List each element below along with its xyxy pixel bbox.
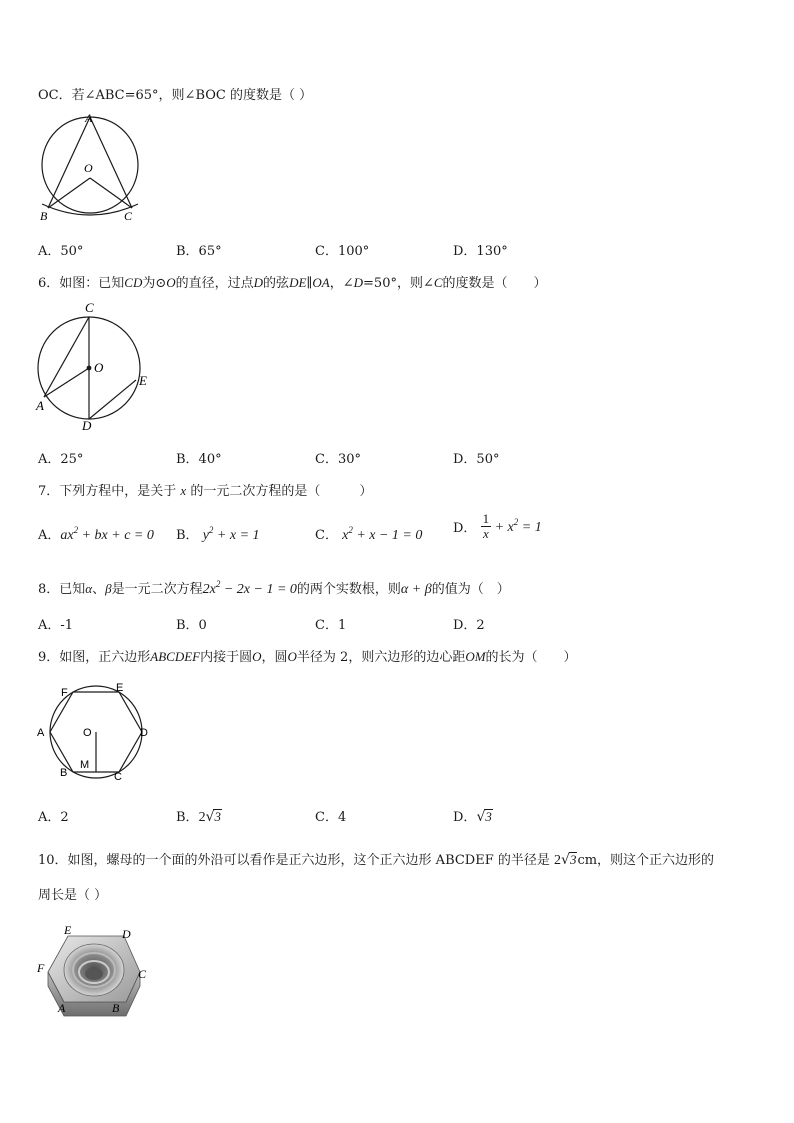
q10-stem-line2: 周长是（ ）	[38, 888, 108, 903]
q8-option-c[interactable]: C．1	[315, 618, 347, 633]
q5-option-d[interactable]: D．130°	[453, 244, 508, 259]
q8-option-d[interactable]: D．2	[453, 618, 485, 633]
q5-figure	[34, 108, 146, 228]
q7-option-c[interactable]: C． $x^2 + x - 1 = 0$	[315, 525, 423, 543]
label-C: C	[114, 771, 122, 783]
label-D: D	[122, 927, 131, 941]
q9-option-b[interactable]: B．2√3	[176, 809, 221, 825]
q6-option-b[interactable]: B．40°	[176, 452, 222, 467]
q5-stem: OC．若∠ABC=65°，则∠BOC 的度数是（ ）	[38, 88, 313, 103]
q7-option-d[interactable]: D． $\frac{1}{x}$ + $x^2 = 1$	[453, 511, 542, 541]
label-C: C	[85, 300, 94, 315]
q7-stem: 7．下列方程中，是关于 x 的一元二次方程的是（ ）	[38, 483, 373, 499]
label-F: F	[37, 961, 45, 975]
label-C: C	[138, 967, 147, 981]
q6-stem: 6．如图：已知CD为⊙O的直径，过点D的弦DE∥OA，∠D=50°，则∠C的度数是（ ）	[38, 275, 547, 291]
label-A: A	[58, 1001, 66, 1015]
q8-option-a[interactable]: A．-1	[38, 618, 74, 633]
q9-stem: 9．如图，正六边形ABCDEF内接于圆O，圆O半径为 2，则六边形的边心距OM的长为（ ）	[38, 649, 577, 665]
label-D: D	[82, 418, 92, 433]
label-O: O	[83, 727, 92, 739]
q7-option-b[interactable]: B． $y^2 + x = 1$	[176, 525, 260, 543]
label-B: B	[112, 1001, 120, 1015]
label-A: A	[36, 398, 44, 413]
q6-option-c[interactable]: C．30°	[315, 452, 361, 467]
q6-option-d[interactable]: D．50°	[453, 452, 500, 467]
label-E: E	[139, 373, 147, 388]
label-E: E	[116, 682, 124, 694]
q9-option-c[interactable]: C．4	[315, 810, 347, 825]
label-B: B	[60, 767, 68, 779]
label-A: A	[85, 111, 93, 125]
q8-option-b[interactable]: B．0	[176, 618, 207, 633]
label-C: C	[124, 209, 133, 223]
label-M: M	[80, 759, 90, 771]
q7-option-a[interactable]: A．$ax^2$ + bx + c = 0	[38, 525, 154, 543]
q9-option-d[interactable]: D．√3	[453, 809, 492, 825]
label-D: D	[140, 727, 148, 739]
label-O: O	[84, 161, 93, 175]
q9-figure	[34, 676, 156, 786]
q5-option-b[interactable]: B．65°	[176, 244, 222, 259]
q8-stem: 8．已知α、β是一元二次方程$2x^2 - 2x - 1 = 0$的两个实数根，则α + β的值为（ ）	[38, 579, 510, 597]
label-O: O	[94, 360, 104, 375]
q9-option-a[interactable]: A．2	[38, 810, 69, 825]
label-E: E	[64, 923, 72, 937]
q10-nut-figure	[34, 920, 158, 1024]
q10-stem-line1: 10．如图，螺母的一个面的外沿可以看作是正六边形，这个正六边形 ABCDEF 的半径是 2√3cm，则这个正六边形的	[38, 852, 715, 868]
q5-option-c[interactable]: C．100°	[315, 244, 370, 259]
q6-figure	[34, 298, 156, 433]
q6-option-a[interactable]: A．25°	[38, 452, 84, 467]
label-A: A	[37, 727, 45, 739]
label-B: B	[40, 209, 48, 223]
label-F: F	[61, 687, 68, 699]
q5-option-a[interactable]: A．50°	[38, 244, 84, 259]
